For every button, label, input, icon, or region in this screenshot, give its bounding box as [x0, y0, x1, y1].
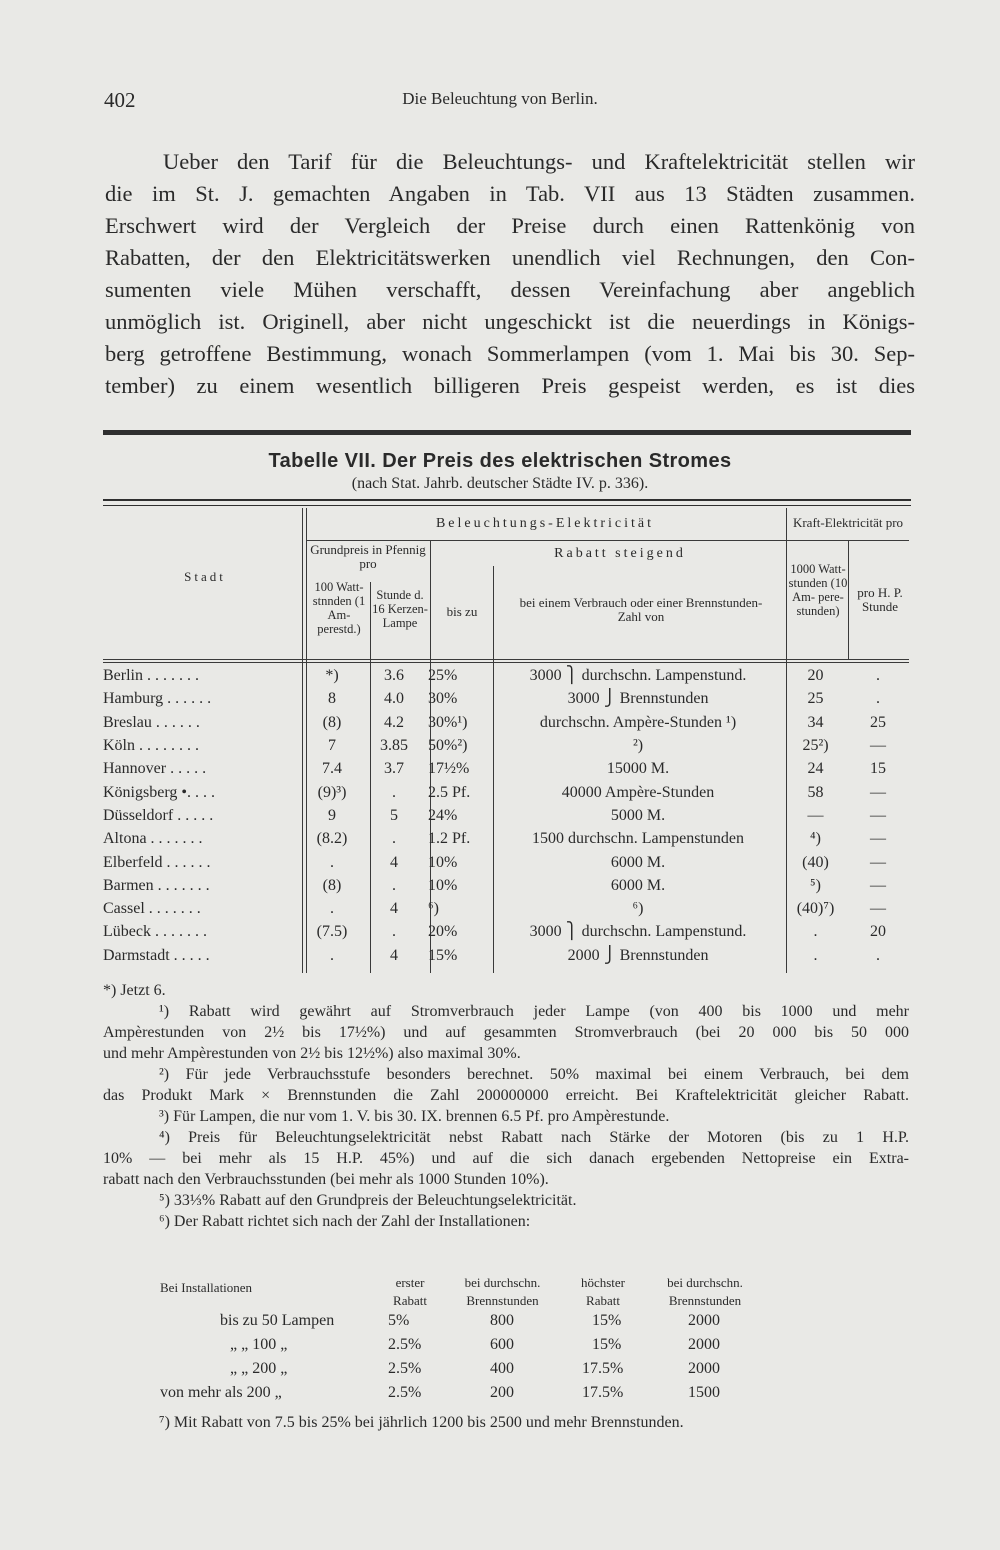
kraft-1000-cell: (40)⁷) — [796, 900, 835, 918]
grundpreis-cell: 8 — [328, 690, 336, 708]
installations-header-bs1: bei durchschn. Brennstunden — [464, 1275, 541, 1308]
installations-header-hoechster: höchster Rabatt — [580, 1275, 626, 1308]
inst-label: „ „ 100 „ — [230, 1336, 288, 1353]
kraft-hp-cell: . — [876, 667, 880, 685]
city-cell: Lübeck . . . . . . . — [103, 923, 207, 941]
grundpreis-cell: (7.5) — [316, 923, 348, 941]
divider — [848, 540, 849, 660]
inst-b2: 2000 — [688, 1360, 720, 1377]
divider — [103, 659, 909, 660]
header-verbrauch: bei einem Verbrauch oder einer Brennstunden-Zahl von — [519, 595, 763, 624]
table-subtitle: (nach Stat. Jahrb. deutscher Städte IV. p. 336). — [351, 475, 649, 492]
grundpreis-cell: (9)³) — [317, 783, 347, 801]
bis-zu-cell: 30% — [428, 690, 458, 708]
kraft-hp-cell: 25 — [870, 713, 886, 731]
bis-zu-cell: 25% — [428, 667, 458, 685]
city-cell: Elberfeld . . . . . . — [103, 853, 211, 871]
verbrauch-cell: 6000 M. — [610, 876, 666, 894]
bis-zu-cell: 10% — [428, 876, 458, 894]
verbrauch-cell: ²) — [632, 737, 644, 755]
grundpreis-cell: 7 — [328, 737, 336, 755]
bis-zu-cell: 24% — [428, 806, 458, 824]
paragraph-line: Ueber den Tarif für die Beleuchtungs- und Kraftelektricität stellen wir — [163, 149, 915, 174]
footnote-star: *) Jetzt 6. — [103, 982, 166, 999]
header-100-watt: 100 Watt- stnnden (1 Am- perestd.) — [312, 580, 366, 636]
kraft-hp-cell: . — [876, 690, 880, 708]
table-row — [103, 711, 908, 734]
installations-row — [160, 1384, 770, 1408]
stunde-cell: . — [392, 876, 396, 894]
inst-b1: 600 — [490, 1336, 514, 1353]
inst-r2: 15% — [592, 1312, 622, 1329]
grundpreis-cell: *) — [325, 667, 339, 685]
header-stadt: Stadt — [184, 569, 226, 584]
bis-zu-cell: 17½% — [428, 760, 470, 778]
grundpreis-cell: 9 — [328, 806, 336, 824]
bis-zu-cell: 10% — [428, 853, 458, 871]
kraft-1000-cell: ⁴) — [810, 830, 821, 848]
inst-label: von mehr als 200 „ — [160, 1384, 282, 1401]
price-table — [103, 664, 908, 967]
bis-zu-cell: 2.5 Pf. — [428, 783, 471, 801]
stunde-cell: 5 — [390, 806, 398, 824]
kraft-hp-cell: 15 — [870, 760, 886, 778]
kraft-hp-cell: — — [870, 783, 886, 801]
paragraph-line: Rabatten, der den Elektricitätswerken unendlich viel Rechnungen, den Con- — [105, 245, 915, 270]
inst-r2: 17.5% — [582, 1384, 624, 1401]
table-row — [103, 850, 908, 873]
footnote-2-line: das Produkt Mark × Brennstunden die Zahl 200000000 erreicht. Bei Kraftelektricität gleicher Rabatt. — [103, 1087, 909, 1104]
paragraph-line: die im St. J. gemachten Angaben in Tab. VII aus 13 Städten zusammen. — [105, 181, 915, 206]
kraft-1000-cell: 25²) — [802, 737, 829, 755]
table-row — [103, 757, 908, 780]
header-grundpreis: Grundpreis in Pfennig pro — [310, 542, 426, 571]
installations-row — [160, 1360, 770, 1384]
verbrauch-cell: durchschn. Ampère-Stunden ¹) — [539, 713, 737, 731]
kraft-1000-cell: — — [807, 806, 824, 824]
verbrauch-cell: 3000 ⎭ Brennstunden — [567, 690, 709, 708]
kraft-1000-cell: . — [813, 923, 818, 941]
table-top-rule — [103, 430, 911, 435]
table-title: Tabelle VII. Der Preis des elektrischen Stromes — [268, 450, 732, 472]
footnote-1-line: Ampèrestunden von 2½ bis 17½%) und auf gesammten Stromverbrauch (bei 20 000 bis 50 000 — [103, 1024, 909, 1041]
city-cell: Cassel . . . . . . . — [103, 900, 201, 918]
kraft-hp-cell: — — [870, 830, 886, 848]
grundpreis-cell: . — [330, 900, 334, 918]
installations-header-erster: erster Rabatt — [393, 1275, 427, 1308]
kraft-1000-cell: 20 — [807, 667, 824, 685]
grundpreis-cell: 7.4 — [322, 760, 342, 778]
city-cell: Barmen . . . . . . . — [103, 876, 210, 894]
inst-r2: 15% — [592, 1336, 622, 1353]
kraft-1000-cell: . — [813, 946, 818, 964]
installations-header-label: Bei Installationen — [160, 1280, 253, 1295]
kraft-1000-cell: 24 — [807, 760, 824, 778]
paragraph-line: Erschwert wird der Vergleich der Preise durch einen Rattenkönig von — [105, 213, 915, 238]
city-cell: Darmstadt . . . . . — [103, 946, 210, 964]
paragraph-line: sumenten viele Mühen verschafft, dessen Vereinfachung aber angeblich — [105, 277, 915, 302]
footnote-5: ⁵) 33⅓% Rabatt auf den Grundpreis der Beleuchtungselektricität. — [159, 1192, 577, 1209]
verbrauch-cell: 3000 ⎫ durchschn. Lampenstund. — [529, 667, 747, 685]
stunde-cell: 3.6 — [384, 667, 404, 685]
city-cell: Altona . . . . . . . — [103, 830, 203, 848]
stunde-cell: 4 — [390, 946, 398, 964]
footnote-2-line: ²) Für jede Verbrauchsstufe besonders berechnet. 50% maximal bei einem Verbrauch, bei dem — [159, 1066, 909, 1083]
kraft-1000-cell: 25 — [807, 690, 824, 708]
table-header-rule — [103, 499, 911, 501]
city-cell: Berlin . . . . . . . — [103, 667, 199, 685]
footnote-4-line: 10% — bei mehr als 15 H.P. 45%) und auf die sich danach ergebenden Nettopreise ein Extra- — [103, 1150, 909, 1167]
body-paragraph — [105, 146, 915, 402]
bis-zu-cell: 20% — [428, 923, 458, 941]
inst-b1: 400 — [490, 1360, 514, 1377]
city-cell: Königsberg •. . . . — [103, 783, 215, 801]
table-row — [103, 804, 908, 827]
verbrauch-cell: 5000 M. — [610, 806, 666, 824]
verbrauch-cell: 2000 ⎭ Brennstunden — [567, 946, 709, 964]
bis-zu-cell: ⁶) — [428, 900, 439, 918]
kraft-hp-cell: 20 — [870, 923, 886, 941]
kraft-hp-cell: — — [870, 853, 886, 871]
grundpreis-cell: (8) — [322, 876, 342, 894]
divider — [103, 662, 909, 663]
inst-b1: 200 — [490, 1384, 514, 1401]
divider — [786, 540, 909, 541]
page-number: 402 — [104, 88, 136, 112]
stunde-cell: 4 — [390, 900, 398, 918]
header-kraft: Kraft-Elektricität pro — [792, 515, 904, 530]
inst-b2: 2000 — [688, 1312, 720, 1329]
inst-b1: 800 — [490, 1312, 514, 1329]
table-row — [103, 687, 908, 710]
stunde-cell: 4 — [390, 853, 398, 871]
city-cell: Hannover . . . . . — [103, 760, 207, 778]
inst-label: „ „ 200 „ — [230, 1360, 288, 1377]
footnote-4-line: rabatt nach den Verbrauchsstunden (bei mehr als 1000 Stunden 10%). — [103, 1171, 549, 1188]
verbrauch-cell: 40000 Ampère-Stunden — [561, 783, 715, 801]
bis-zu-cell: 15% — [428, 946, 458, 964]
city-cell: Düsseldorf . . . . . — [103, 806, 214, 824]
stunde-cell: 4.2 — [384, 713, 404, 731]
stunde-cell: . — [392, 830, 396, 848]
bis-zu-cell: 30%¹) — [428, 713, 468, 731]
kraft-hp-cell: — — [870, 876, 886, 894]
stunde-cell: 4.0 — [384, 690, 404, 708]
footnote-6: ⁶) Der Rabatt richtet sich nach der Zahl der Installationen: — [159, 1213, 531, 1230]
grundpreis-cell: . — [330, 946, 334, 964]
footnote-1-line: und mehr Ampèrestunden von 2½ bis 12½%) also maximal 30%. — [103, 1045, 521, 1062]
table-row — [103, 734, 908, 757]
footnotes — [103, 980, 909, 1232]
grundpreis-cell: (8.2) — [316, 830, 348, 848]
table-row — [103, 780, 908, 803]
grundpreis-cell: . — [330, 853, 334, 871]
stunde-cell: . — [392, 923, 396, 941]
header-1000-watt: 1000 Watt- stunden (10 Am- pere- stunden) — [788, 562, 848, 618]
bis-zu-cell: 50%²) — [428, 737, 468, 755]
header-bis-zu: bis zu — [446, 604, 478, 619]
running-title: Die Beleuchtung von Berlin. — [402, 89, 598, 108]
verbrauch-cell: ⁶) — [632, 900, 644, 918]
city-cell: Hamburg . . . . . . — [103, 690, 212, 708]
verbrauch-cell: 1500 durchschn. Lampenstunden — [532, 830, 744, 848]
inst-r1: 2.5% — [388, 1360, 422, 1377]
verbrauch-cell: 15000 M. — [606, 760, 670, 778]
header-stunde: Stunde d. 16 Kerzen- Lampe — [372, 588, 428, 630]
stunde-cell: 3.85 — [380, 737, 408, 755]
verbrauch-cell: 3000 ⎫ durchschn. Lampenstund. — [529, 923, 747, 941]
inst-r1: 5% — [388, 1312, 410, 1329]
paragraph-line: unmöglich ist. Originell, aber nicht ungeschickt ist die neuerdings in Königs- — [105, 309, 915, 334]
header-beleuchtung: Beleuchtungs-Elektricität — [435, 516, 655, 531]
table-row — [103, 897, 908, 920]
stunde-cell: . — [392, 783, 396, 801]
inst-b2: 2000 — [688, 1336, 720, 1353]
bis-zu-cell: 1.2 Pf. — [428, 830, 471, 848]
table-row — [103, 664, 908, 687]
paragraph-line: tember) zu einem wesentlich billigeren Preis gespeist werden, es ist dies — [105, 373, 915, 398]
header-hp: pro H. P. Stunde — [857, 585, 903, 614]
grundpreis-cell: (8) — [322, 713, 342, 731]
inst-r1: 2.5% — [388, 1384, 422, 1401]
inst-r2: 17.5% — [582, 1360, 624, 1377]
kraft-1000-cell: 58 — [807, 783, 824, 801]
kraft-hp-cell: — — [870, 900, 886, 918]
kraft-hp-cell: . — [876, 946, 880, 964]
kraft-1000-cell: ⁵) — [810, 876, 821, 894]
paragraph-line: berg getroffene Bestimmung, wonach Sommerlampen (vom 1. Mai bis 30. Sep- — [105, 341, 915, 366]
stunde-cell: 3.7 — [384, 760, 404, 778]
kraft-hp-cell: — — [870, 737, 886, 755]
inst-r1: 2.5% — [388, 1336, 422, 1353]
footnote-7: ⁷) Mit Rabatt von 7.5 bis 25% bei jährlich 1200 bis 2500 und mehr Brennstunden. — [159, 1414, 684, 1431]
installations-row — [160, 1312, 770, 1336]
header-rabatt: Rabatt steigend — [554, 546, 686, 561]
table-row — [103, 944, 908, 967]
footnote-4-line: ⁴) Preis für Beleuchtungselektricität nebst Rabatt nach Stärke der Motoren (bis zu 1 H.P. — [159, 1129, 909, 1146]
table-header-rule-2 — [103, 505, 911, 506]
kraft-hp-cell: — — [870, 806, 886, 824]
kraft-1000-cell: (40) — [802, 853, 829, 871]
verbrauch-cell: 6000 M. — [610, 853, 666, 871]
table-row — [103, 920, 908, 943]
inst-b2: 1500 — [688, 1384, 720, 1401]
divider — [306, 540, 786, 541]
city-cell: Köln . . . . . . . . — [103, 737, 199, 755]
table-row — [103, 827, 908, 850]
installations-header-bs2: bei durchschn. Brennstunden — [667, 1275, 743, 1308]
city-cell: Breslau . . . . . . — [103, 713, 200, 731]
inst-label: bis zu 50 Lampen — [220, 1312, 335, 1329]
kraft-1000-cell: 34 — [807, 713, 824, 731]
footnote-3: ³) Für Lampen, die nur vom 1. V. bis 30. IX. brennen 6.5 Pf. pro Ampèrestunde. — [159, 1108, 670, 1125]
table-row — [103, 874, 908, 897]
installations-row — [160, 1336, 770, 1360]
footnote-1-line: ¹) Rabatt wird gewährt auf Stromverbrauch jeder Lampe (von 400 bis 1000 und mehr — [159, 1003, 909, 1020]
